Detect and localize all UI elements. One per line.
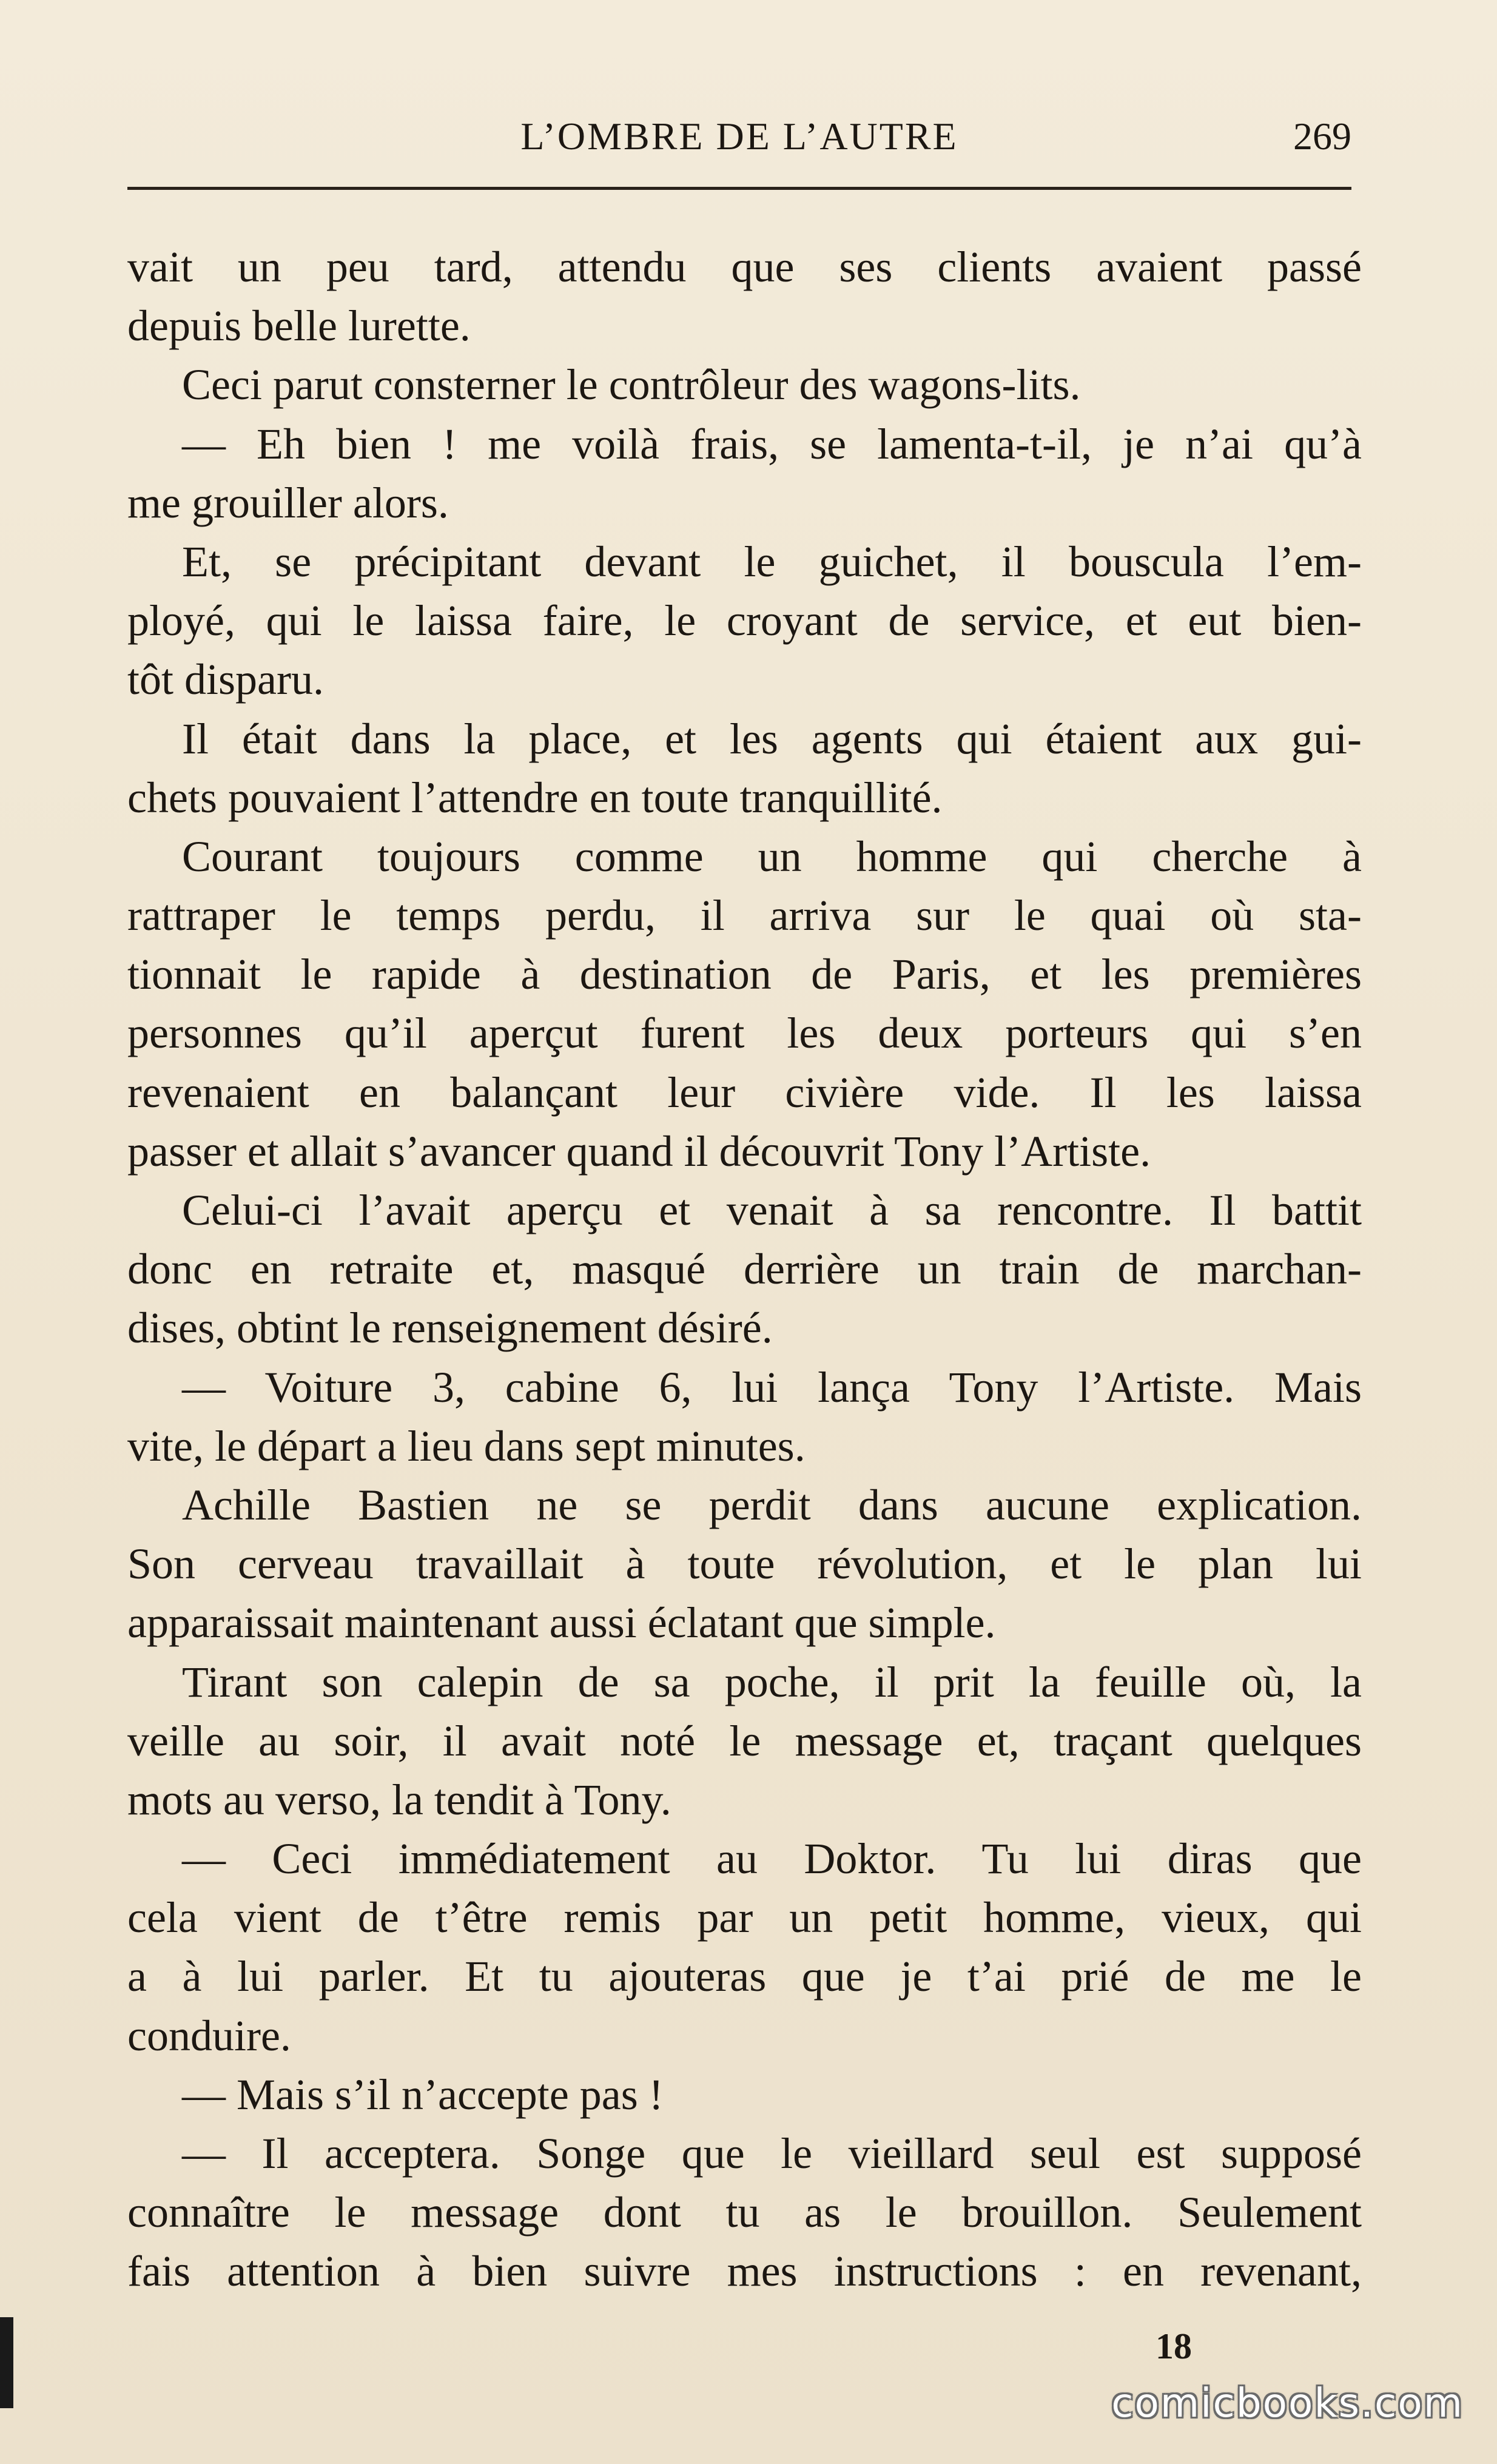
- text-line: tionnait le rapide à destination de Paris, et les premières: [127, 950, 1362, 999]
- text-line: fais attention à bien suivre mes instructions : en revenant,: [127, 2247, 1362, 2296]
- running-title: L’OMBRE DE L’AUTRE: [520, 115, 958, 158]
- text-line: me grouiller alors.: [127, 478, 449, 527]
- text-line: apparaissait maintenant aussi éclatant que simple.: [127, 1598, 996, 1648]
- text-line: — Eh bien ! me voilà frais, se lamenta-t-il, je n’ai qu’à: [182, 419, 1362, 468]
- text-line: a à lui parler. Et tu ajouteras que je t’ai prié de me le: [127, 1952, 1362, 2001]
- text-line: revenaient en balançant leur civière vide. Il les laissa: [127, 1068, 1362, 1117]
- body-text: [127, 238, 1362, 2301]
- text-line: — Il acceptera. Songe que le vieillard seul est supposé: [182, 2129, 1362, 2178]
- scan-edge-mark: [0, 2317, 13, 2408]
- text-line: cela vient de t’être remis par un petit homme, vieux, qui: [127, 1893, 1362, 1942]
- text-line: Et, se précipitant devant le guichet, il bouscula l’em-: [182, 537, 1362, 586]
- text-line: rattraper le temps perdu, il arriva sur le quai où sta-: [127, 891, 1362, 940]
- text-line: mots au verso, la tendit à Tony.: [127, 1775, 671, 1824]
- page-header: [127, 109, 1351, 164]
- text-line: conduire.: [127, 2011, 291, 2060]
- text-line: Celui-ci l’avait aperçu et venait à sa rencontre. Il battit: [182, 1186, 1362, 1234]
- text-line: depuis belle lurette.: [127, 301, 471, 351]
- text-line: connaître le message dont tu as le brouillon. Seulement: [127, 2188, 1362, 2237]
- header-rule: [127, 187, 1351, 190]
- text-line: passer et allait s’avancer quand il découvrit Tony l’Artiste.: [127, 1126, 1151, 1176]
- text-line: dises, obtint le renseignement désiré.: [127, 1304, 773, 1353]
- text-line: Ceci parut consterner le contrôleur des wagons-lits.: [182, 360, 1081, 409]
- text-line: Achille Bastien ne se perdit dans aucune explication.: [182, 1480, 1362, 1529]
- text-line: Il était dans la place, et les agents qui étaient aux gui-: [182, 714, 1362, 763]
- text-line: ployé, qui le laissa faire, le croyant de service, et eut bien-: [127, 596, 1362, 645]
- signature-mark: 18: [1156, 2326, 1192, 2366]
- page-number: 269: [1293, 115, 1351, 158]
- text-line: veille au soir, il avait noté le message et, traçant quelques: [127, 1716, 1362, 1765]
- watermark: comicbooks.com: [1111, 2380, 1464, 2426]
- text-line: — Voiture 3, cabine 6, lui lança Tony l’Artiste. Mais: [182, 1362, 1362, 1412]
- text-line: Son cerveau travaillait à toute révolution, et le plan lui: [127, 1540, 1362, 1589]
- text-line: personnes qu’il aperçut furent les deux porteurs qui s’en: [127, 1009, 1362, 1058]
- text-line: Courant toujours comme un homme qui cherche à: [182, 832, 1362, 881]
- text-line: — Mais s’il n’accepte pas !: [182, 2070, 664, 2119]
- text-line: chets pouvaient l’attendre en toute tranquillité.: [127, 773, 943, 822]
- text-line: — Ceci immédiatement au Doktor. Tu lui diras que: [182, 1834, 1362, 1883]
- text-line: tôt disparu.: [127, 655, 324, 704]
- text-line: vite, le départ a lieu dans sept minutes.: [127, 1421, 806, 1470]
- text-line: Tirant son calepin de sa poche, il prit la feuille où, la: [182, 1657, 1362, 1706]
- text-line: vait un peu tard, attendu que ses clients avaient passé: [127, 243, 1362, 291]
- text-line: donc en retraite et, masqué derrière un train de marchan-: [127, 1245, 1362, 1294]
